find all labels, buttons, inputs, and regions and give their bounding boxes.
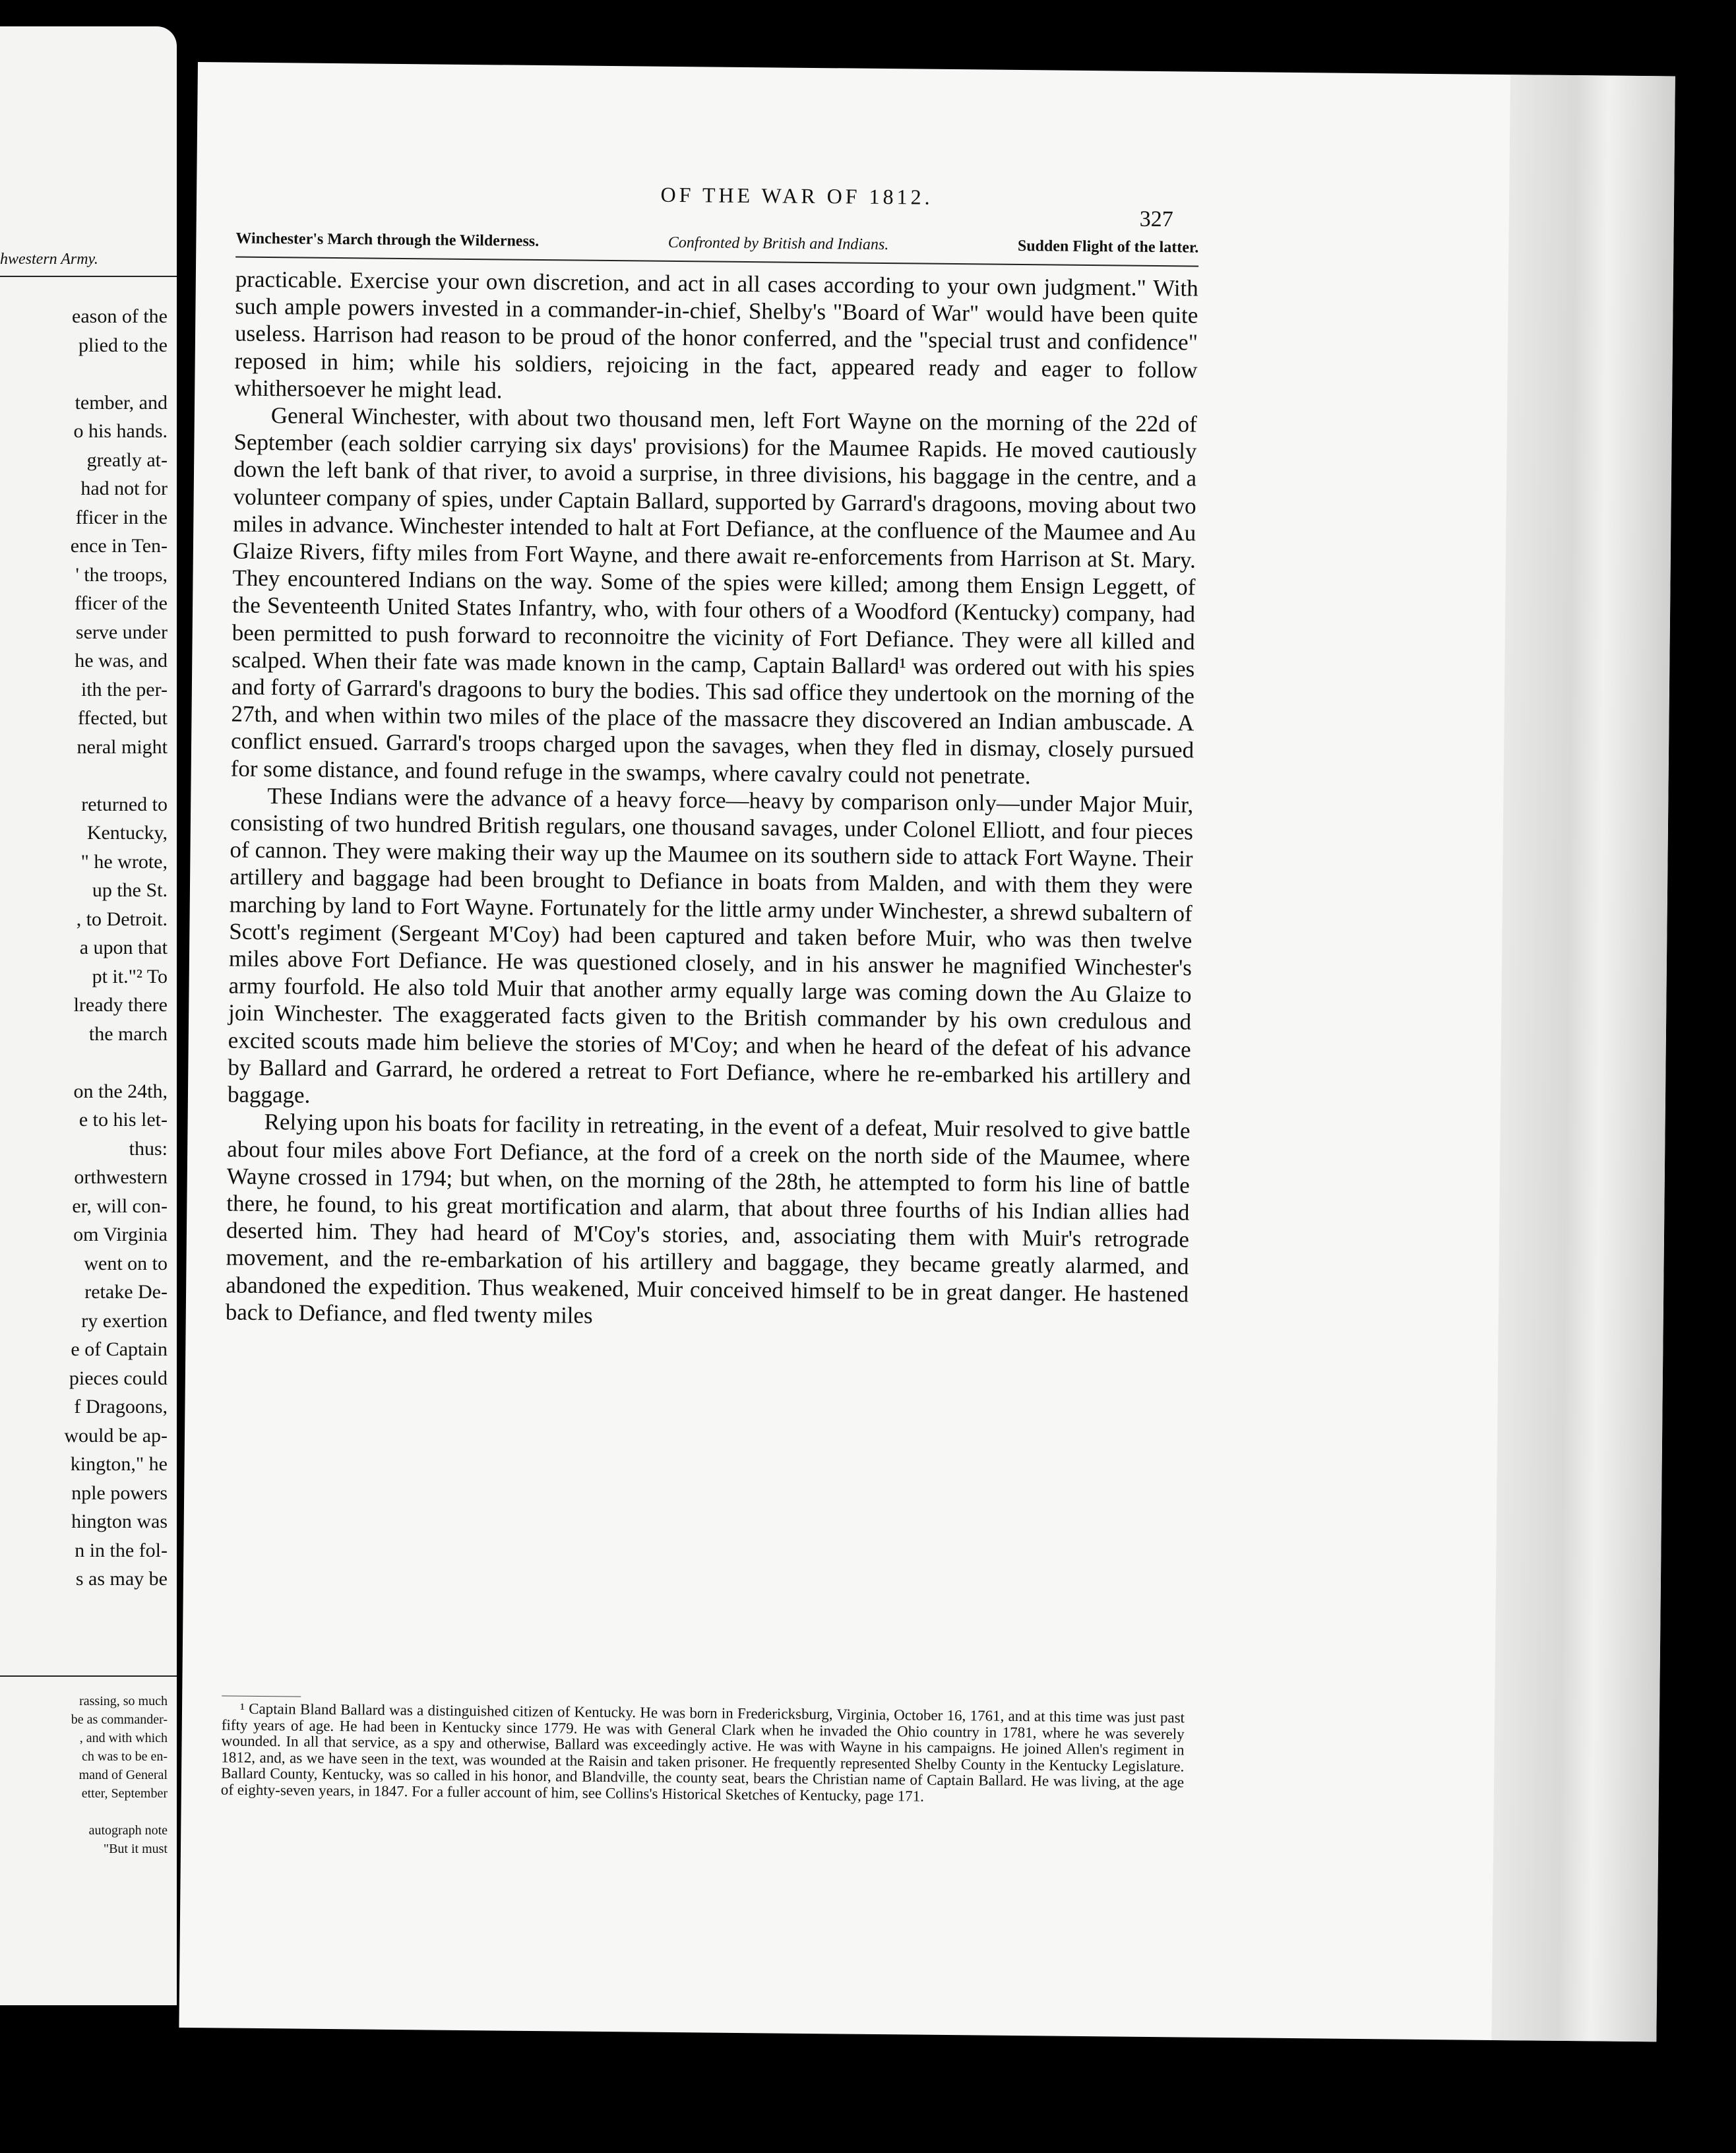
footnote: ¹ Captain Bland Ballard was a distinguished citizen of Kentucky. He was born in Fredericksburg, Virginia, October 16, 1761, and at this time was just past fifty years of age. He had been in Kentucky since 1779. He was with General Clark when he invaded the Ohio country in 1781, where he was severely wounded. In all that service, as a spy and otherwise, Ballard was exceedingly active. He was with Wayne in his campaigns. He joined Allen's regiment in 1812, and, as we have seen in the text, was wounded at the Raisin and taken prisoner. He frequently represented Shelby County in the Kentucky Legislature. Ballard County, Kentucky, was so called in his honor, and Blandville, the county seat, bears the Christian name of Captain Ballard. He was living, at the age of eighty-seven years, in 1847. For a fuller account of him, see Collins's Historical Sketches of Kentucky, page 171. <box>220 1700 1185 1805</box>
left-page-line: n in the fol- <box>75 1539 168 1561</box>
subhead-right: Sudden Flight of the latter. <box>1017 237 1199 257</box>
left-page-line: hington was <box>71 1511 168 1532</box>
paragraph-3: These Indians were the advance of a heavy force—heavy by comparison only—under Major Muir, consisting of two hundred British regulars, one thousand savages, under Colonel Elliott, and four pieces of cannon. They were making their way up the Maumee on its southern side to attack Fort Wayne. Their artillery and baggage had been brought to Defiance in boats from Malden, and with them they were marching by land to Fort Wayne. Fortunately for the little army under Winchester, a shrewd subaltern of Scott's regiment (Sergeant M'Coy) had been captured and taken before Muir, who was then twelve miles above Fort Defiance. He was questioned closely, and in his answer he magnified Winchester's army fourfold. He also told Muir that another army equally large was coming down the Au Glaize to join Winchester. The exaggerated facts given to the British commander by his own credulous and excited scouts made him believe the stories of M'Coy; and when he heard of the defeat of his advance by Ballard and Garrard, he ordered a retreat to Fort Defiance, where he re-embarked his artillery and baggage. <box>227 782 1194 1108</box>
left-page-line: ffected, but <box>77 707 168 729</box>
running-head: OF THE WAR OF 1812. <box>660 182 933 209</box>
left-page-line: pt it."² To <box>92 965 168 987</box>
left-page-line: returned to <box>81 793 168 815</box>
left-page-line: pieces could <box>69 1367 168 1389</box>
left-footnote-line: mand of General <box>78 1768 168 1782</box>
paragraph-2: General Winchester, with about two thousand men, left Fort Wayne on the morning of the 22d of September (each soldier carrying six days' provisions) for the Maumee Rapids. He moved cautiously down the left bank of that river, to avoid a surprise, in three divisions, his baggage in the centre, and a volunteer company of spies, under Captain Ballard, supported by Garrard's dragoons, moving about two miles in advance. Winchester intended to halt at Fort Defiance, at the confluence of the Maumee and Au Glaize Rivers, fifty miles from Fort Wayne, and there await re-enforcements from Harrison at St. Mary. They encountered Indians on the way. Some of the spies were killed; among them Ensign Leggett, of the Seventeenth United States Infantry, who, with four others of a Woodford (Kentucky) company, had been permitted to push forward to reconnoitre the vicinity of Fort Defiance. They were all killed and scalped. When their fate was made known in the camp, Captain Ballard¹ was ordered out with his spies and forty of Garrard's dragoons to bury the bodies. This sad office they undertook on the morning of the 27th, and when within two miles of the place of the massacre they discovered an Indian ambuscade. A conflict ensued. Garrard's troops charged upon the savages, when they fled in dismay, closely pursued for some distance, and found refuge in the swamps, where cavalry could not penetrate. <box>230 402 1197 789</box>
left-footnote-line: etter, September <box>81 1786 168 1801</box>
left-page-line <box>0 761 168 790</box>
left-page-line: on the 24th, <box>73 1080 168 1102</box>
left-page-line: tember, and <box>75 391 168 414</box>
left-footnote-rule <box>0 1675 177 1677</box>
left-page-line <box>0 1048 168 1077</box>
left-page-line: had not for <box>80 478 168 499</box>
left-page-line: up the St. <box>92 879 168 901</box>
left-page-line: ry exertion <box>81 1309 168 1332</box>
left-page-line: plied to the <box>78 334 168 356</box>
left-page-line: went on to <box>84 1252 168 1274</box>
left-page-line <box>0 359 168 389</box>
left-page-line: ' the troops, <box>75 563 168 586</box>
left-page-line: thus: <box>129 1137 168 1160</box>
left-page-line: ith the per- <box>80 678 168 701</box>
left-page-line: f Dragoons, <box>74 1396 168 1418</box>
left-running-head: hwestern Army. <box>0 251 98 268</box>
subhead-center: Confronted by British and Indians. <box>667 234 889 254</box>
left-page-line: s as may be <box>75 1568 168 1590</box>
left-page-line: ence in Ten- <box>70 535 168 557</box>
left-footnote-line: , and with which <box>79 1731 168 1745</box>
left-page-line: he was, and <box>75 650 168 671</box>
left-page-line: " he wrote, <box>80 850 168 873</box>
left-page-line: neral might <box>77 735 168 758</box>
section-subheads <box>235 230 1198 257</box>
left-page-line: orthwestern <box>74 1166 168 1188</box>
left-page-line: e of Captain <box>71 1338 168 1360</box>
left-page-line: greatly at- <box>86 449 168 471</box>
left-footnote-line: "But it must <box>103 1842 168 1856</box>
left-page-line: would be ap- <box>64 1424 168 1447</box>
left-page-line: er, will con- <box>72 1195 168 1217</box>
left-page-text <box>0 302 168 1594</box>
left-page-line: the march <box>88 1022 168 1045</box>
left-footnote-line: rassing, so much <box>79 1694 168 1708</box>
left-page-line: , to Detroit. <box>76 908 168 930</box>
paragraph-1: practicable. Exercise your own discretion, and act in all cases according to your own judgment." With such ample powers invested in a commander-in-chief, Shelby's "Board of War" would have been quite useless. Harrison had reason to be proud of the honor conferred, and the "special trust and confidence" reposed in him; while his soldiers, rejoicing in the fact, appeared ready and eager to follow whithersoever he might lead. <box>234 266 1198 404</box>
left-footnote-line <box>0 1803 168 1821</box>
left-footnote-line: be as commander- <box>71 1712 168 1727</box>
left-page-line: o his hands. <box>73 420 168 442</box>
left-page-line: nple powers <box>71 1482 168 1504</box>
left-footnote-line: ch was to be en- <box>82 1749 168 1764</box>
left-page-line: serve under <box>75 621 168 643</box>
left-page-line: om Virginia <box>73 1224 168 1245</box>
left-page-line: a upon that <box>79 937 168 958</box>
body-text <box>226 266 1198 1335</box>
left-page-line: lready there <box>73 994 168 1016</box>
left-page-footnote <box>0 1692 168 1858</box>
left-page-line: fficer in the <box>75 506 168 528</box>
left-page-line: fficer of the <box>74 592 168 614</box>
paragraph-4: Relying upon his boats for facility in retreating, in the event of a defeat, Muir resolved to give battle about four miles above Fort Defiance, at the ford of a creek on the north side of the Maumee, where Wayne crossed in 1794; but when, on the morning of the 28th, he attempted to form his line of battle there, he found, to his great mortification and alarm, that about three fourths of his Indian allies had deserted him. They had heard of M'Coy's stories, and, associating them with Muir's retrograde movement, and the re-embarkation of his artillery and baggage, they became greatly alarmed, and abandoned the expedition. Thus weakened, Muir conceived himself to be in great danger. He hastened back to Defiance, and fled twenty miles <box>225 1109 1191 1328</box>
page-edge-shadow <box>1491 75 1675 2042</box>
left-page-line: kington," he <box>70 1453 168 1475</box>
left-page-line: retake De- <box>84 1281 168 1303</box>
footnote-rule <box>222 1695 301 1697</box>
left-header-rule <box>0 276 177 277</box>
right-main-page <box>179 62 1675 2042</box>
left-footnote-line: autograph note <box>88 1823 168 1838</box>
left-page-line: e to his let- <box>78 1109 168 1131</box>
left-page-line: Kentucky, <box>86 822 168 844</box>
header-rule <box>235 257 1198 267</box>
subhead-left: Winchester's March through the Wilderness. <box>235 230 540 250</box>
page-number: 327 <box>1139 206 1173 232</box>
left-page-line: eason of the <box>72 305 168 327</box>
left-facing-page <box>0 26 177 2005</box>
